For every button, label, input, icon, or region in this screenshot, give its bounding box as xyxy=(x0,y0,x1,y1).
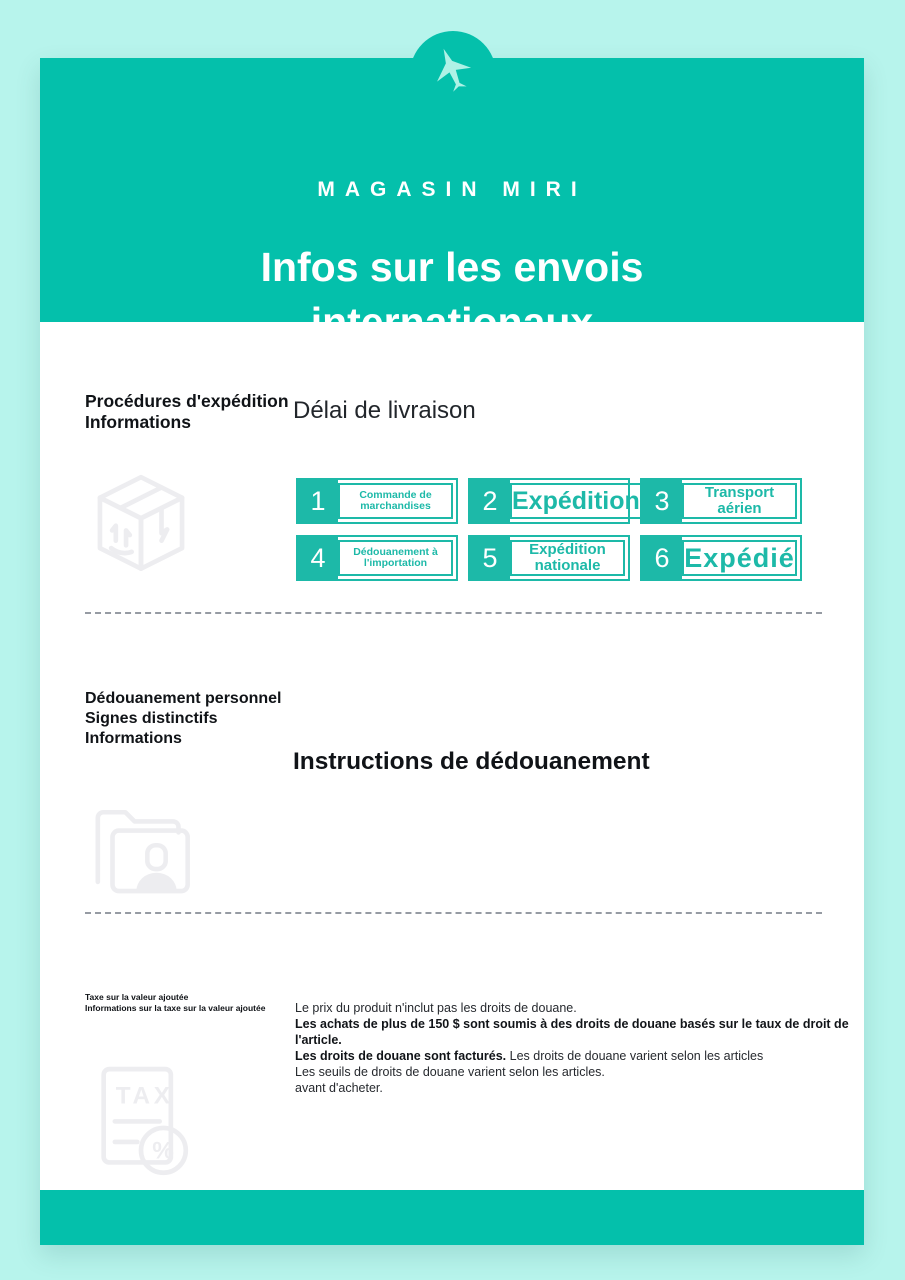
step-label: Dédouanement à l'importation xyxy=(338,540,453,576)
airplane-icon xyxy=(424,43,482,106)
customs-side-label-line1: Dédouanement personnel xyxy=(85,690,282,707)
delivery-time-heading: Délai de livraison xyxy=(293,397,476,424)
step-label: Commande de marchandises xyxy=(338,483,453,519)
step-number: 4 xyxy=(298,537,338,579)
step-number: 6 xyxy=(642,537,682,579)
vat-line-3-bold: Les droits de douane sont facturés. xyxy=(295,1049,507,1063)
step-label: Expédition xyxy=(510,483,642,519)
dashed-divider xyxy=(85,912,822,914)
shipping-side-label-line2: Informations xyxy=(85,412,191,432)
tax-document-icon xyxy=(85,1061,197,1184)
shipping-steps xyxy=(296,478,802,581)
logo-circle xyxy=(410,31,496,117)
vat-paragraph xyxy=(295,1000,870,1096)
vat-side-label-line1: Taxe sur la valeur ajoutée xyxy=(85,992,189,1002)
shipping-side-label xyxy=(85,391,289,433)
vat-side-label xyxy=(85,992,265,1013)
customs-side-label xyxy=(85,689,281,749)
brand-name: MAGASIN MIRI xyxy=(317,178,587,201)
vat-side-label-line2: Informations sur la taxe sur la valeur ajoutée xyxy=(85,1002,266,1013)
step-expedition-nationale xyxy=(468,535,630,581)
dashed-divider xyxy=(85,612,822,614)
shipping-side-label-line1: Procédures d'expédition xyxy=(85,391,289,411)
step-commande-de-marchandises xyxy=(296,478,458,524)
step-expedie xyxy=(640,535,802,581)
customs-side-label-line3: Informations xyxy=(85,730,182,747)
folder-user-icon xyxy=(85,796,195,905)
page-title-line1: Infos sur les envois xyxy=(260,244,644,290)
step-dedouanement-importation xyxy=(296,535,458,581)
step-expedition xyxy=(468,478,640,524)
vat-line-3 xyxy=(295,1048,870,1064)
step-label: Expédition nationale xyxy=(510,540,625,576)
footer-band xyxy=(40,1190,864,1245)
step-label: Transport aérien xyxy=(682,483,797,519)
svg-text:%: % xyxy=(152,1137,174,1165)
customs-instructions-heading: Instructions de dédouanement xyxy=(293,748,650,775)
vat-line-4: Les seuils de droits de douane varient selon les articles. xyxy=(295,1065,605,1079)
step-label: Expédié xyxy=(682,540,797,576)
page-title-line2: internationaux xyxy=(310,299,594,345)
page-title xyxy=(40,240,864,350)
step-number: 2 xyxy=(470,480,510,522)
package-icon xyxy=(85,466,197,583)
vat-line-2: Les achats de plus de 150 $ sont soumis à des droits de douane basés sur le taux de droit de l'article. xyxy=(295,1017,849,1047)
flyer-card xyxy=(40,58,864,1245)
vat-line-1: Le prix du produit n'inclut pas les droits de douane. xyxy=(295,1001,577,1015)
customs-side-label-line2: Signes distinctifs xyxy=(85,710,218,727)
step-transport-aerien xyxy=(640,478,802,524)
vat-line-3-regular: Les droits de douane varient selon les articles xyxy=(506,1049,764,1063)
step-number: 5 xyxy=(470,537,510,579)
vat-line-5: avant d'acheter. xyxy=(295,1081,383,1095)
svg-text:TAX: TAX xyxy=(115,1082,174,1110)
step-number: 3 xyxy=(642,480,682,522)
step-number: 1 xyxy=(298,480,338,522)
